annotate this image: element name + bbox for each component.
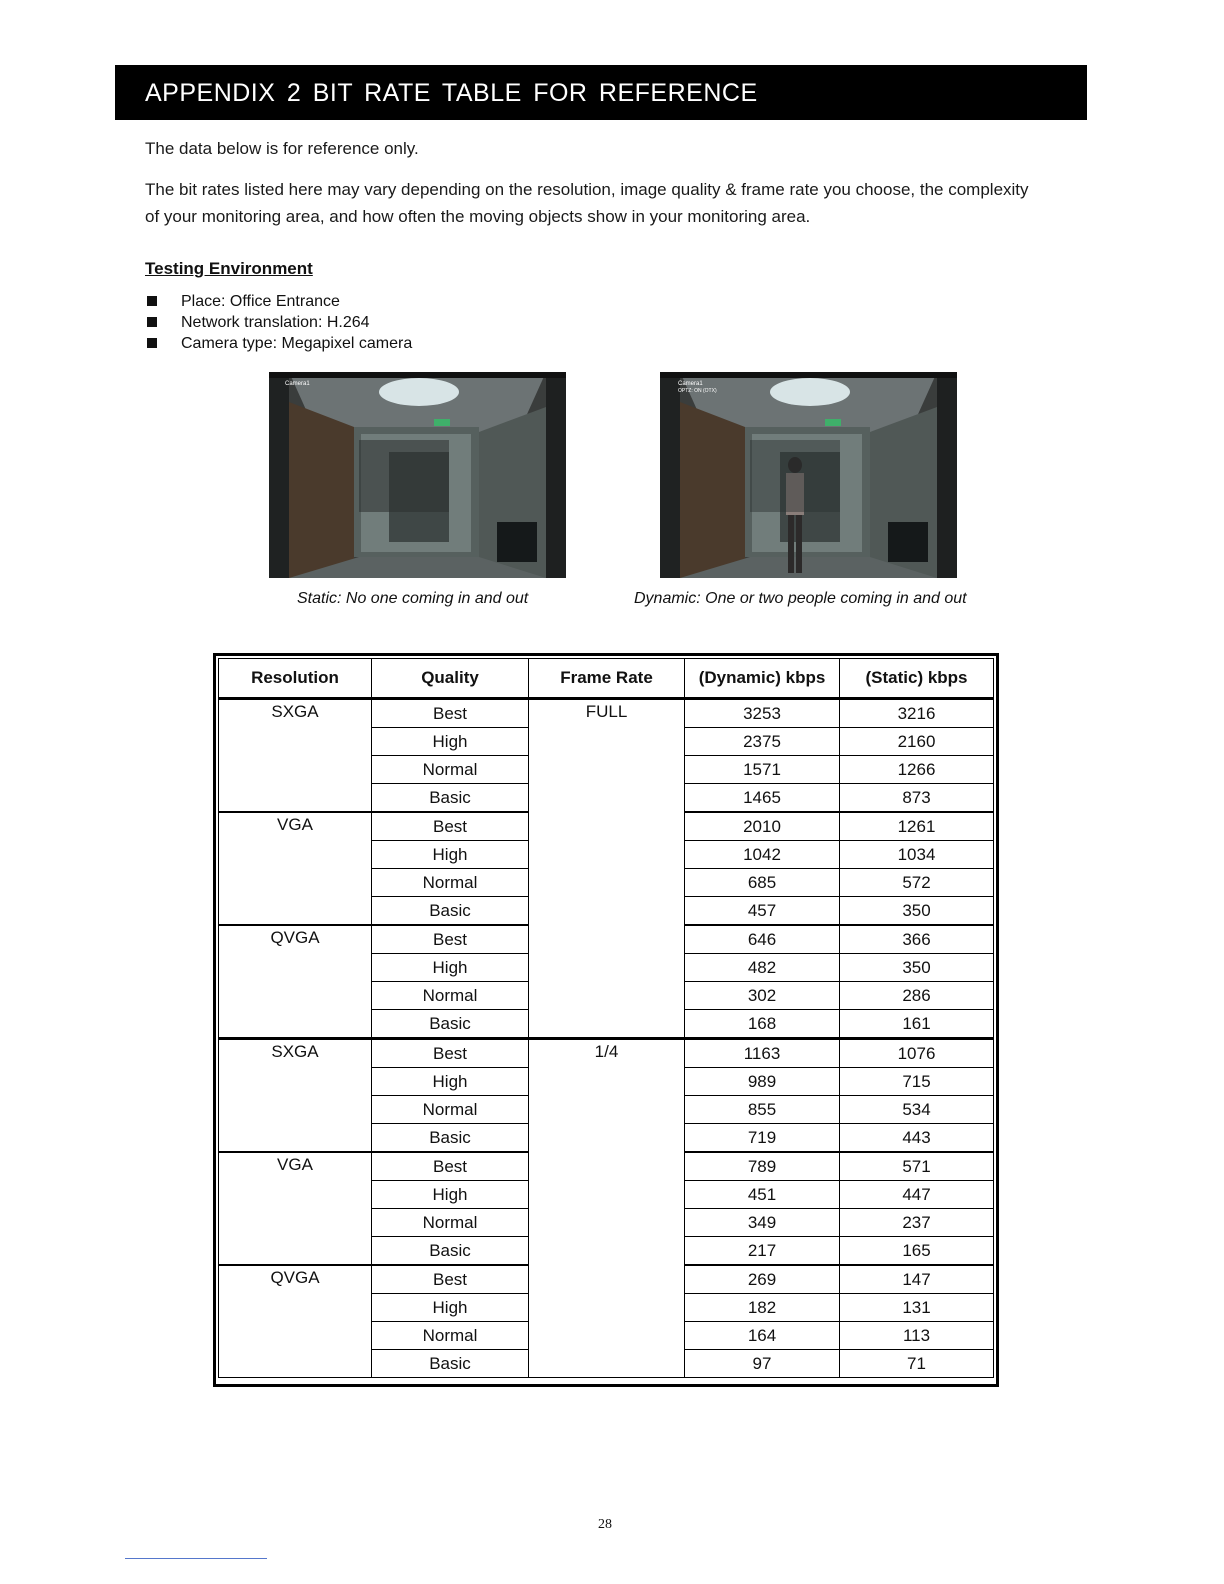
static-image-caption: Static: No one coming in and out [297,590,529,607]
dynamic-kbps-cell: 451 [685,1181,840,1209]
dynamic-kbps-cell: 719 [685,1124,840,1153]
page-number: 28 [598,1517,612,1532]
table-row [219,1039,994,1068]
quality-cell: Basic [372,1010,529,1039]
dynamic-kbps-cell: 482 [685,954,840,982]
resolution-cell: QVGA [219,1265,372,1378]
quality-cell: Normal [372,1209,529,1237]
list-item: Camera type: Megapixel camera [145,333,412,354]
static-kbps-cell: 350 [840,954,994,982]
camera-label: Camera1 [678,381,703,387]
dynamic-kbps-cell: 1163 [685,1039,840,1068]
testing-environment-heading: Testing Environment [145,259,313,278]
static-kbps-cell: 1261 [840,812,994,841]
static-kbps-cell: 447 [840,1181,994,1209]
static-kbps-cell: 715 [840,1068,994,1096]
dynamic-kbps-cell: 269 [685,1265,840,1294]
dynamic-kbps-cell: 302 [685,982,840,1010]
bit-rate-table [218,658,994,1378]
static-kbps-cell: 873 [840,784,994,813]
dynamic-kbps-cell: 1042 [685,841,840,869]
quality-cell: Basic [372,784,529,813]
quality-cell: High [372,1181,529,1209]
dynamic-kbps-cell: 97 [685,1350,840,1378]
column-header-dynamic-kbps: (Dynamic) kbps [685,659,840,699]
static-kbps-cell: 147 [840,1265,994,1294]
dynamic-camera-image [660,372,957,578]
intro-paragraph-1: The data below is for reference only. [145,139,419,158]
intro-paragraph-2: The bit rates listed here may vary depending on the resolution, image quality & frame rate you choose, the complexity of your monitoring area, and how often the moving objects show in your monitoring area. [145,180,1029,226]
bit-rate-table-frame [213,653,999,1387]
static-kbps-cell: 131 [840,1294,994,1322]
quality-cell: Basic [372,897,529,926]
quality-cell: High [372,1068,529,1096]
static-kbps-cell: 237 [840,1209,994,1237]
static-kbps-cell: 1034 [840,841,994,869]
dynamic-kbps-cell: 855 [685,1096,840,1124]
dynamic-kbps-cell: 217 [685,1237,840,1266]
static-kbps-cell: 572 [840,869,994,897]
quality-cell: Basic [372,1124,529,1153]
static-kbps-cell: 366 [840,925,994,954]
static-camera-image [269,372,566,578]
static-kbps-cell: 350 [840,897,994,926]
static-kbps-cell: 286 [840,982,994,1010]
dynamic-kbps-cell: 685 [685,869,840,897]
dynamic-kbps-cell: 457 [685,897,840,926]
quality-cell: Normal [372,982,529,1010]
resolution-cell: VGA [219,1152,372,1265]
quality-cell: Normal [372,869,529,897]
resolution-cell: QVGA [219,925,372,1039]
square-bullet-icon [147,317,157,327]
resolution-cell: SXGA [219,1039,372,1153]
footer-divider [125,1558,267,1559]
quality-cell: Best [372,1152,529,1181]
resolution-cell: VGA [219,812,372,925]
dynamic-kbps-cell: 646 [685,925,840,954]
quality-cell: Best [372,925,529,954]
static-kbps-cell: 1076 [840,1039,994,1068]
appendix-title-banner: APPENDIX 2 BIT RATE TABLE FOR REFERENCE [115,65,1087,120]
quality-cell: Best [372,699,529,728]
dynamic-kbps-cell: 2375 [685,728,840,756]
quality-cell: Normal [372,1322,529,1350]
quality-cell: High [372,841,529,869]
quality-cell: Normal [372,756,529,784]
static-kbps-cell: 161 [840,1010,994,1039]
square-bullet-icon [147,338,157,348]
quality-cell: Basic [372,1237,529,1266]
static-kbps-cell: 71 [840,1350,994,1378]
dynamic-kbps-cell: 1465 [685,784,840,813]
table-body [219,699,994,1378]
dynamic-kbps-cell: 2010 [685,812,840,841]
static-kbps-cell: 165 [840,1237,994,1266]
dynamic-kbps-cell: 789 [685,1152,840,1181]
static-kbps-cell: 534 [840,1096,994,1124]
dynamic-kbps-cell: 168 [685,1010,840,1039]
column-header-quality: Quality [372,659,529,699]
dynamic-kbps-cell: 1571 [685,756,840,784]
dynamic-kbps-cell: 3253 [685,699,840,728]
dynamic-image-caption: Dynamic: One or two people coming in and out [634,590,967,607]
list-item: Place: Office Entrance [145,291,412,312]
quality-cell: Best [372,1265,529,1294]
square-bullet-icon [147,296,157,306]
frame-rate-cell: 1/4 [529,1039,685,1378]
quality-cell: High [372,954,529,982]
table-header-row [219,659,994,699]
testing-environment-list [145,291,412,354]
frame-rate-cell: FULL [529,699,685,1039]
quality-cell: Normal [372,1096,529,1124]
dynamic-kbps-cell: 164 [685,1322,840,1350]
quality-cell: Basic [372,1350,529,1378]
camera-label: Camera1 [285,381,310,387]
quality-cell: High [372,728,529,756]
list-item: Network translation: H.264 [145,312,412,333]
ptz-status-label: OPTZ: ON (OTX) [678,388,717,394]
static-kbps-cell: 2160 [840,728,994,756]
column-header-static-kbps: (Static) kbps [840,659,994,699]
resolution-cell: SXGA [219,699,372,813]
dynamic-kbps-cell: 182 [685,1294,840,1322]
quality-cell: High [372,1294,529,1322]
table-row [219,699,994,728]
static-kbps-cell: 571 [840,1152,994,1181]
quality-cell: Best [372,1039,529,1068]
quality-cell: Best [372,812,529,841]
static-kbps-cell: 1266 [840,756,994,784]
static-kbps-cell: 443 [840,1124,994,1153]
dynamic-kbps-cell: 349 [685,1209,840,1237]
dynamic-kbps-cell: 989 [685,1068,840,1096]
static-kbps-cell: 3216 [840,699,994,728]
column-header-resolution: Resolution [219,659,372,699]
static-kbps-cell: 113 [840,1322,994,1350]
column-header-frame-rate: Frame Rate [529,659,685,699]
